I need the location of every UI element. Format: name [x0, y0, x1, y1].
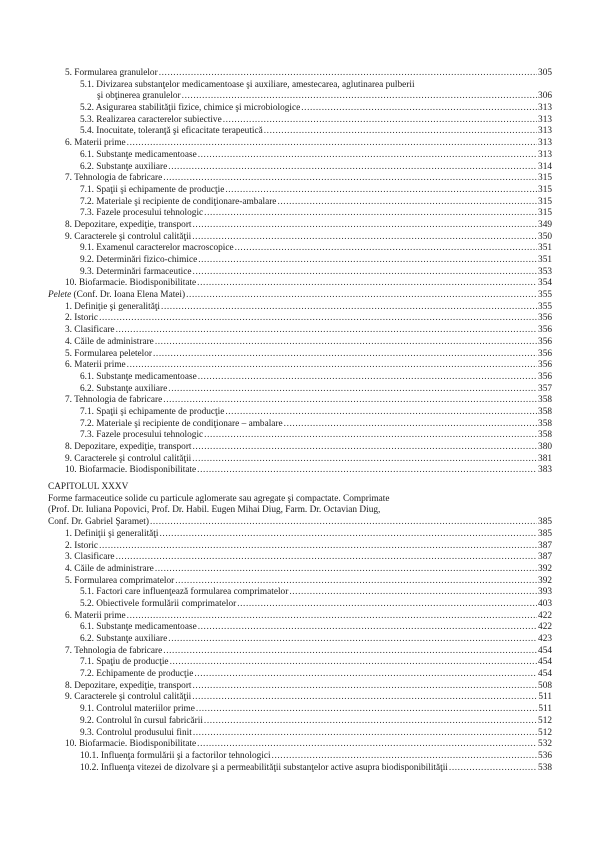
toc-entry	[48, 564, 552, 576]
toc-entry	[48, 541, 552, 553]
dot-leader	[159, 68, 537, 80]
entry-title: 5. Formularea comprimatelor	[65, 575, 175, 586]
entry-title: 2. Istoric	[65, 540, 99, 551]
toc-entry	[48, 349, 552, 361]
toc-entry	[48, 692, 552, 704]
dot-leader	[289, 587, 537, 599]
toc-entry	[48, 419, 552, 431]
toc-entry	[48, 739, 552, 751]
toc-entry	[48, 150, 552, 162]
entry-title: 9. Caracterele şi controlul calităţii	[65, 692, 192, 703]
dot-leader	[197, 465, 537, 477]
page-number: 358	[538, 430, 552, 441]
toc-entry	[48, 278, 552, 290]
toc-entry	[48, 407, 552, 419]
toc-entry	[48, 763, 552, 775]
entry-title: 7. Tehnologia de fabricare	[65, 645, 163, 656]
page-number: 454	[538, 645, 552, 656]
page-number: 355	[538, 301, 552, 312]
page-number: 313	[538, 149, 552, 160]
entry-title: 5.1. Factori care influenţează formularea comprimatelor	[80, 587, 289, 598]
dot-leader	[99, 541, 537, 553]
entry-title: 7.1. Spaţii şi echipamente de producţie	[80, 406, 225, 417]
page-number: 358	[538, 406, 552, 417]
page-number: 511	[538, 704, 552, 715]
dot-leader	[163, 646, 537, 658]
page-number: 358	[538, 395, 552, 406]
page-number: 356	[538, 336, 552, 347]
entry-title: 10. Biofarmacie. Biodisponibilitate	[65, 465, 197, 476]
toc-entry	[48, 243, 552, 255]
entry-title: 9.2. Controlul în cursul fabricării	[80, 715, 203, 726]
page-number: 381	[538, 453, 552, 464]
page-number: 392	[538, 563, 552, 574]
dot-leader	[168, 634, 537, 646]
page-number: 511	[538, 692, 552, 703]
entry-title: 6.1. Substanţe medicamentoase	[80, 622, 197, 633]
toc-entry	[48, 442, 552, 454]
dot-leader	[155, 564, 537, 576]
dot-leader	[168, 162, 537, 174]
page-number: 349	[538, 219, 552, 230]
entry-title: 8. Depozitare, expediţie, transport	[65, 680, 192, 691]
page-number: 385	[538, 528, 552, 539]
toc-entry	[48, 103, 552, 115]
page-number: 454	[538, 657, 552, 668]
dot-leader	[204, 208, 537, 220]
entry-title: 6. Materii prime	[65, 138, 126, 149]
toc-entry	[48, 576, 552, 588]
dot-leader	[116, 552, 537, 564]
page-number: 315	[538, 196, 552, 207]
entry-title: 5. Formularea granulelor	[65, 68, 158, 78]
chapter-authors-line: (Prof. Dr. Iuliana Popovici, Prof. Dr. Habil. Eugen Mihai Diug, Farm. Dr. Octavian Diug,	[48, 505, 381, 516]
toc-entry	[48, 384, 552, 396]
page-number: 313	[538, 126, 552, 137]
toc-entry	[48, 185, 552, 197]
dot-leader	[193, 442, 538, 454]
entry-title: 5.3. Realizarea caracterelor subiective	[80, 114, 222, 125]
toc-entry	[48, 173, 552, 185]
page-number: 356	[538, 360, 552, 371]
toc-entry	[48, 68, 552, 80]
toc-entry	[48, 372, 552, 384]
page-number: 423	[538, 634, 552, 644]
page-number: 512	[538, 715, 552, 726]
dot-leader	[163, 173, 537, 185]
entry-title: 6.1. Substanţe medicamentoase	[80, 371, 197, 382]
dot-leader	[197, 278, 537, 290]
toc-entry	[48, 325, 552, 337]
toc-entry	[48, 395, 552, 407]
page-number: 383	[538, 465, 552, 476]
dot-leader	[192, 692, 537, 704]
page-number: 306	[538, 91, 552, 102]
dot-leader	[168, 384, 537, 396]
dot-leader	[175, 576, 537, 588]
dot-leader	[193, 681, 538, 693]
dot-leader	[192, 454, 537, 466]
dot-leader	[198, 255, 537, 267]
entry-title: şi obţinerea granulelor	[97, 91, 181, 102]
entry-title: 9.3. Controlul produsului finit	[80, 727, 192, 738]
entry-title: 10. Biofarmacie. Biodisponibilitate	[65, 278, 197, 289]
table-of-contents	[48, 68, 552, 774]
dot-leader	[301, 103, 537, 115]
entry-title: 7.1. Spaţiu de producţie	[80, 657, 169, 668]
toc-entry	[48, 267, 552, 279]
entry-title: 2. Istoric	[65, 313, 99, 324]
entry-title: 10. Biofarmacie. Biodisponibilitate	[65, 739, 197, 750]
page-number: 393	[538, 587, 552, 598]
dot-leader	[193, 220, 538, 232]
page-number: 315	[538, 208, 552, 219]
dot-leader	[163, 395, 537, 407]
toc-entry	[48, 138, 552, 150]
page-number: 354	[538, 278, 552, 289]
entry-title: 5.2. Obiectivele formulării comprimatelor	[80, 598, 237, 609]
page-number: 403	[538, 598, 552, 609]
page-number: 454	[538, 669, 552, 680]
page-number: 538	[538, 762, 552, 773]
page-number: 536	[538, 750, 552, 761]
entry-title: 9. Caracterele şi controlul calităţii	[65, 231, 192, 242]
toc-entry	[48, 430, 552, 442]
page-number: 356	[538, 371, 552, 382]
dot-leader	[237, 599, 537, 611]
toc-entry-pelete	[48, 290, 552, 302]
page-number: 422	[538, 610, 552, 621]
dot-leader	[198, 150, 537, 162]
dot-leader	[153, 349, 537, 361]
entry-title: 9.1. Examenul caracterelor macroscopice	[80, 243, 234, 254]
toc-entry	[48, 611, 552, 623]
dot-leader	[198, 622, 537, 634]
entry-title: 5.1. Divizarea substanţelor medicamentoase şi auxiliare, amestecarea, aglutinarea pulberii	[80, 79, 415, 90]
dot-leader	[170, 657, 537, 669]
chapter-authors-end: Conf. Dr. Gabriel Şaramet)	[48, 517, 149, 528]
dot-leader	[150, 517, 537, 529]
entry-title: 7.1. Spaţii şi echipamente de producţie	[80, 184, 225, 195]
entry-title: 7.3. Fazele procesului tehnologic	[80, 430, 204, 441]
page-number: 350	[538, 231, 552, 242]
toc-entry	[48, 220, 552, 232]
dot-leader	[192, 232, 537, 244]
entry-title: 3. Clasificare	[65, 325, 115, 336]
dot-leader	[204, 430, 537, 442]
toc-entry	[48, 622, 552, 634]
dot-leader	[155, 337, 537, 349]
dot-leader	[193, 728, 537, 740]
entry-title: 10.1. Influenţa formulării şi a factorilor tehnologici	[80, 750, 271, 761]
entry-title: 7.2. Materiale şi recipiente de condiţionare – ambalare	[80, 418, 283, 429]
page-number: 385	[538, 517, 552, 528]
entry-title: 6.2. Substanţe auxiliare	[80, 383, 168, 394]
dot-leader	[127, 138, 537, 150]
entry-title: 1. Definiţii şi generalităţi	[65, 528, 159, 539]
pelete-authors: (Conf. Dr. Ioana Elena Matei)	[71, 290, 186, 301]
dot-leader	[161, 302, 537, 314]
entry-title: 9.2. Determinări fizico-chimice	[80, 255, 198, 265]
page-number: 387	[538, 540, 552, 551]
toc-entry	[48, 646, 552, 658]
chapter-title: Forme farmaceutice solide cu particule aglomerate sau agregate şi compactate. Comprimate	[48, 493, 390, 504]
dot-leader	[277, 197, 537, 209]
toc-entry	[48, 716, 552, 728]
toc-entry	[48, 91, 552, 103]
dot-leader	[116, 325, 537, 337]
dot-leader	[127, 611, 537, 623]
entry-title: 9.3. Determinări farmaceutice	[80, 266, 192, 277]
page-number: 315	[538, 173, 552, 184]
entry-title: 8. Depozitare, expediţie, transport	[65, 219, 192, 230]
page-number: 305	[538, 68, 552, 78]
entry-title: 6.2. Substanţe auxiliare	[80, 161, 168, 172]
dot-leader	[193, 267, 538, 279]
entry-title: 10.2. Influenţa vitezei de dizolvare şi a permeabilităţii substanţelor active asupra biodisponibilităţii	[80, 762, 448, 773]
page-number: 392	[538, 575, 552, 586]
dot-leader	[284, 419, 537, 431]
toc-entry	[48, 681, 552, 693]
dot-leader	[159, 529, 537, 541]
toc-entry	[48, 751, 552, 763]
page-number: 314	[538, 161, 552, 172]
page-number: 380	[538, 442, 552, 452]
toc-section-pelete	[48, 302, 552, 477]
page-number: 357	[538, 383, 552, 394]
dot-leader	[196, 704, 537, 716]
dot-leader	[223, 115, 537, 127]
entry-title: 9. Caracterele şi controlul calităţii	[65, 453, 192, 464]
entry-title: 4. Căile de administrare	[65, 563, 154, 574]
toc-entry	[48, 126, 552, 138]
toc-entry	[48, 669, 552, 681]
dot-leader	[272, 751, 538, 763]
toc-entry	[48, 552, 552, 564]
entry-title: 4. Căile de administrare	[65, 336, 154, 347]
dot-leader	[186, 290, 537, 302]
toc-entry	[48, 80, 552, 92]
page-number: 351	[538, 243, 552, 254]
entry-title: 7. Tehnologia de fabricare	[65, 395, 163, 406]
page-number: 358	[538, 418, 552, 429]
entry-title: 7.2. Materiale şi recipiente de condiţionare-ambalare	[80, 196, 277, 207]
toc-entry	[48, 313, 552, 325]
entry-title: 1. Definiţie şi generalităţi	[65, 301, 161, 312]
toc-entry	[48, 465, 552, 477]
toc-entry	[48, 197, 552, 209]
entry-title: 3. Clasificare	[65, 552, 115, 563]
page-number: 532	[538, 739, 552, 750]
page-number: 422	[538, 622, 552, 633]
toc-entry	[48, 162, 552, 174]
entry-title: 6. Materii prime	[65, 610, 126, 621]
page-number: 356	[538, 325, 552, 336]
page-number: 356	[538, 348, 552, 359]
dot-leader	[235, 243, 537, 255]
page-number: 512	[538, 727, 552, 738]
toc-entry	[48, 360, 552, 372]
entry-title: 5.2. Asigurarea stabilităţii fizice, chimice şi microbiologice	[80, 103, 301, 114]
toc-section-comprimate	[48, 529, 552, 774]
dot-leader	[204, 716, 537, 728]
page-number: 356	[538, 313, 552, 324]
toc-entry	[48, 728, 552, 740]
toc-entry	[48, 232, 552, 244]
page-number: 355	[538, 290, 552, 301]
dot-leader	[225, 407, 537, 419]
toc-entry	[48, 454, 552, 466]
page-number: 313	[538, 103, 552, 114]
entry-title: 5. Formularea peletelor	[65, 348, 152, 359]
page-number: 315	[538, 184, 552, 195]
toc-entry	[48, 529, 552, 541]
pelete-title: Pelete	[48, 290, 72, 301]
page-number: 351	[538, 255, 552, 265]
page-number: 313	[538, 138, 552, 149]
dot-leader	[197, 739, 537, 751]
dot-leader	[198, 372, 537, 384]
page-number: 387	[538, 552, 552, 563]
toc-section-granule	[48, 68, 552, 290]
toc-entry	[48, 302, 552, 314]
toc-entry	[48, 634, 552, 646]
entry-title: 7. Tehnologia de fabricare	[65, 173, 163, 184]
dot-leader	[225, 185, 537, 197]
toc-entry	[48, 337, 552, 349]
dot-leader	[127, 360, 537, 372]
entry-title: 6.1. Substanţe medicamentoase	[80, 149, 197, 160]
entry-title: 7.2. Echipamente de producţie	[80, 669, 194, 680]
toc-entry	[48, 255, 552, 267]
chapter-label: CAPITOLUL XXXV	[48, 482, 129, 493]
dot-leader	[449, 763, 537, 775]
dot-leader	[194, 669, 537, 681]
toc-entry	[48, 704, 552, 716]
dot-leader	[264, 126, 537, 138]
entry-title: 6.2. Substanţe auxiliare	[80, 634, 168, 644]
toc-entry-chapter-authors	[48, 517, 552, 529]
page-number: 508	[538, 680, 552, 691]
entry-title: 6. Materii prime	[65, 360, 126, 371]
toc-entry	[48, 208, 552, 220]
page-number: 353	[538, 266, 552, 277]
toc-entry	[48, 587, 552, 599]
entry-title: 8. Depozitare, expediţie, transport	[65, 442, 192, 452]
entry-title: 9.1. Controlul materiilor prime	[80, 704, 195, 715]
toc-entry	[48, 657, 552, 669]
dot-leader	[182, 91, 537, 103]
page-number: 313	[538, 114, 552, 125]
toc-entry	[48, 599, 552, 611]
dot-leader	[99, 313, 537, 325]
entry-title: 7.3. Fazele procesului tehnologic	[80, 208, 204, 219]
entry-title: 5.4. Inocuitate, toleranţă şi eficacitate terapeutică	[80, 126, 263, 137]
toc-entry	[48, 115, 552, 127]
